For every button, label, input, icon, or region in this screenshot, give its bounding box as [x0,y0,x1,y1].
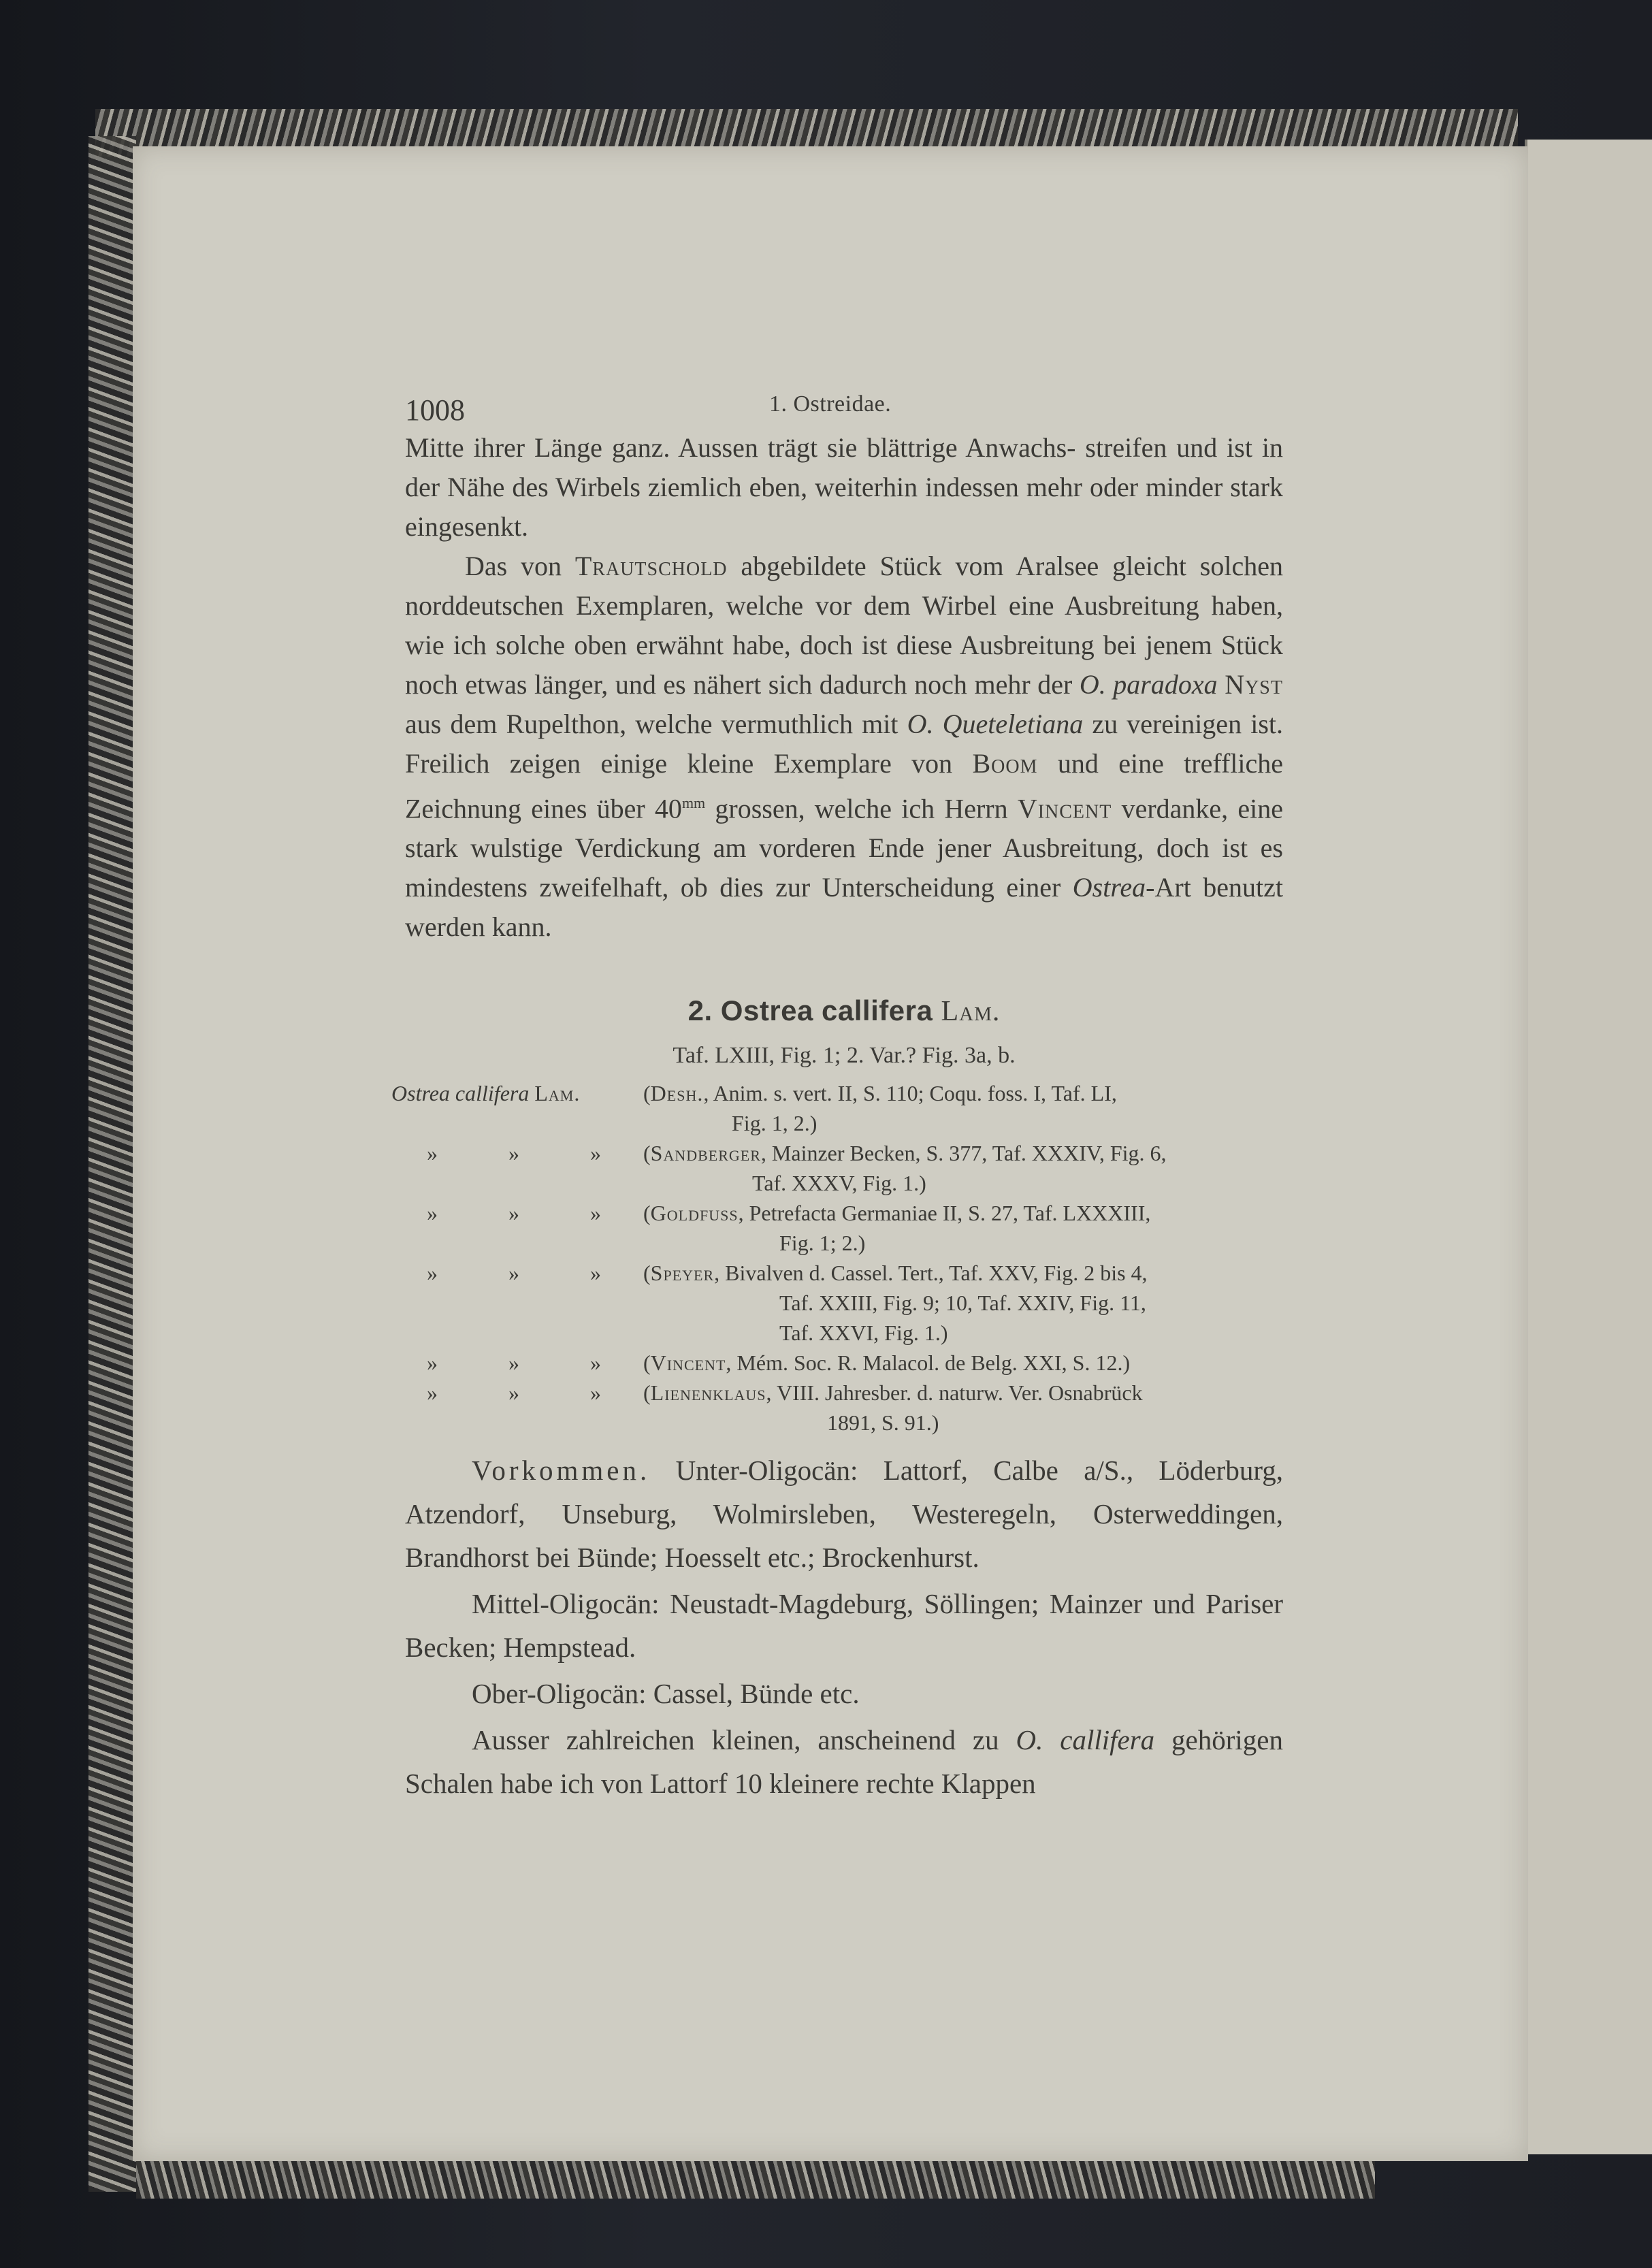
occurrence-text: Unter-Oligocän: Lattorf, Calbe a/S., Löderburg, Atzendorf, Unseburg, Wolmirsleben, Westeregeln, Osterweddingen, Brandhorst bei Bünde; Hoesselt etc.; Brockenhurst. [405,1455,1283,1574]
author-trautschold: Trautschold [574,551,728,581]
synonym-reference: (Vincent, Mém. Soc. R. Malacol. de Belg. XXI, S. 12.) [643,1350,1131,1376]
para2-text [1218,669,1225,700]
synonymy-row [391,1348,1290,1378]
ref-continuation: Fig. 1, 2.) [732,1111,817,1136]
synonymy-row [391,1198,1290,1258]
synonymy-list [391,1078,1290,1438]
paragraph-trautschold [405,547,1283,947]
synonymy-row [391,1078,1290,1138]
ref-text: , Petrefacta Germaniae II, S. 27, Taf. LXXXIII, [738,1201,1151,1226]
occurrence-ober-oligocene: Ober-Oligocän: Cassel, Bünde etc. [472,1678,860,1710]
ditto-mark: » [427,1201,438,1226]
ditto-mark: » [508,1141,519,1166]
unit-mm: mm [681,794,706,811]
ditto-mark: » [508,1350,519,1376]
synonym-reference: (Goldfuss, Petrefacta Germaniae II, S. 27, Taf. LXXXIII, Fig. 1; 2.) [636,1198,1290,1258]
plate-reference: Taf. LXIII, Fig. 1; 2. Var.? Fig. 3a, b. [673,1043,1016,1069]
ref-text: , Anim. s. vert. II, S. 110; Coqu. foss. I, Taf. LI, [703,1081,1117,1106]
para2-text: aus dem Rupelthon, welche vermuthlich mit [405,709,907,739]
ditto-mark: » [427,1261,438,1286]
synonym-reference: (Lienenklaus, VIII. Jahresber. d. naturw. Ver. Osnabrück 1891, S. 91.) [636,1378,1290,1438]
ref-continuation: Fig. 1; 2.) [779,1231,866,1256]
para1-line1: Mitte ihrer Länge ganz. Aussen trägt sie blättrige Anwachs- [405,432,1076,463]
ditto-marks [391,1138,636,1168]
ditto-marks [391,1198,636,1228]
ref-continuation: Taf. XXVI, Fig. 1.) [779,1321,948,1346]
ref-text: , Mém. Soc. R. Malacol. de Belg. XXI, S. 12.) [726,1350,1131,1376]
person-vincent: Vincent [1017,793,1112,824]
ref-author: Desh. [650,1081,704,1106]
ditto-mark: » [590,1261,601,1286]
ditto-mark: » [590,1201,601,1226]
synonymy-row [391,1258,1290,1348]
ref-author: Goldfuss [650,1201,739,1226]
ref-author: Sandberger [650,1141,761,1166]
para1-line2: streifen und ist in der Nähe des Wirbels ziemlich eben, weiterhin [405,432,1283,502]
synonymy-row [391,1138,1290,1198]
para2-text: Das von [465,551,575,581]
taxon-o-paradoxa: O. paradoxa [1079,669,1218,700]
ref-author: Speyer [650,1261,715,1286]
ref-author: Lienenklaus [650,1380,766,1406]
ditto-mark: » [508,1201,519,1226]
ref-text: , VIII. Jahresber. d. naturw. Ver. Osnabrück [766,1380,1143,1406]
paragraph-continuation [405,428,1283,547]
synonymy-row [391,1378,1290,1438]
para2-text: zu vereinigen ist. Freilich zeigen einige kleine Exemplare von [405,709,1283,779]
genus-ostrea: Ostrea [1072,872,1146,903]
final-text: gehörigen Schalen habe ich von Lattorf 10 kleinere rechte Klappen [405,1724,1283,1800]
ditto-mark: » [508,1380,519,1406]
synonym-reference: (Desh., Anim. s. vert. II, S. 110; Coqu. foss. I, Taf. LI, Fig. 1, 2.) [636,1078,1290,1138]
ditto-marks [391,1348,636,1378]
para2-text: grossen, welche ich Herrn [705,793,1018,824]
para2-text: verdanke, eine stark wulstige Verdickung am vorderen Ende jener Ausbreitung, doch ist es mindestens zweifelhaft, ob dies zur Unterscheidung einer [405,793,1283,903]
ditto-mark: » [590,1350,601,1376]
text-column [391,385,1284,1805]
ditto-mark: » [508,1261,519,1286]
para1-line3: indessen mehr oder minder stark eingesenkt. [405,472,1283,542]
ditto-marks [391,1258,636,1288]
ref-text: , Mainzer Becken, S. 377, Taf. XXXIV, Fig. 6, [760,1141,1167,1166]
running-title: 1. Ostreidae. [769,391,892,417]
ref-continuation: Taf. XXXV, Fig. 1.) [752,1171,926,1196]
book-binding-left [88,136,136,2192]
paragraph-final [405,1718,1283,1805]
taxon-o-callifera: O. callifera [1016,1724,1155,1756]
para2-text: und eine treffliche Zeichnung eines über 40 [405,748,1283,824]
occurrence-label: Vorkommen. [472,1455,651,1487]
running-header [405,385,1283,425]
occurrence-unter-oligocene [405,1448,1283,1579]
ditto-marks [391,1378,636,1408]
synonym-reference: (Sandberger, Mainzer Becken, S. 377, Taf. XXXIV, Fig. 6, Taf. XXXV, Fig. 1.) [636,1138,1290,1198]
taxon-o-queteletiana: O. Queteletiana [907,709,1084,739]
ditto-mark: » [427,1350,438,1376]
facing-page-edge [1525,140,1652,2154]
page-number: 1008 [405,393,465,427]
ditto-mark: » [427,1141,438,1166]
ref-continuation: 1891, S. 91.) [827,1410,939,1436]
synonym-taxon: Ostrea callifera [391,1081,530,1106]
synonym-reference: (Speyer, Bivalven d. Cassel. Tert., Taf. XXV, Fig. 2 bis 4, Taf. XXIII, Fig. 9; 10, Taf. XXIV, Fig. 11, Taf. XXVI, Fig. 1.) [636,1258,1290,1348]
ditto-mark: » [590,1141,601,1166]
occurrence-section [405,1448,1283,1805]
species-author: Lam. [941,996,1001,1028]
occurrence-mittel-oligocene: Mittel-Oligocän: Neustadt-Magdeburg, Söllingen; Mainzer und Pariser Becken; Hempstead. [405,1588,1283,1664]
synonym-author: Lam. [534,1081,581,1106]
species-name: 2. Ostrea callifera [687,994,941,1027]
para2-text: abgebildete Stück vom Aralsee gleicht solchen norddeutschen Exemplaren, welche vor dem Wirbel eine Ausbreitung haben, wie ich solche oben erwähnt habe, doch ist diese Ausbreitung bei jenem Stück noch etwas länger, und es nähert sich dadurch noch mehr der [405,551,1283,700]
ditto-mark: » [427,1380,438,1406]
ref-text: , Bivalven d. Cassel. Tert., Taf. XXV, Fig. 2 bis 4, [714,1261,1148,1286]
final-text: Ausser zahlreichen kleinen, anscheinend zu [472,1724,1016,1756]
author-nyst: Nyst [1225,669,1283,700]
synonym-name [391,1078,636,1108]
species-heading [405,994,1283,1028]
ditto-mark: » [590,1380,601,1406]
ref-author: Vincent [650,1350,726,1376]
locality-boom: Boom [972,748,1038,779]
ref-continuation: Taf. XXIII, Fig. 9; 10, Taf. XXIV, Fig. 11, [779,1291,1146,1316]
para2-text: -Art benutzt werden kann. [405,872,1284,943]
